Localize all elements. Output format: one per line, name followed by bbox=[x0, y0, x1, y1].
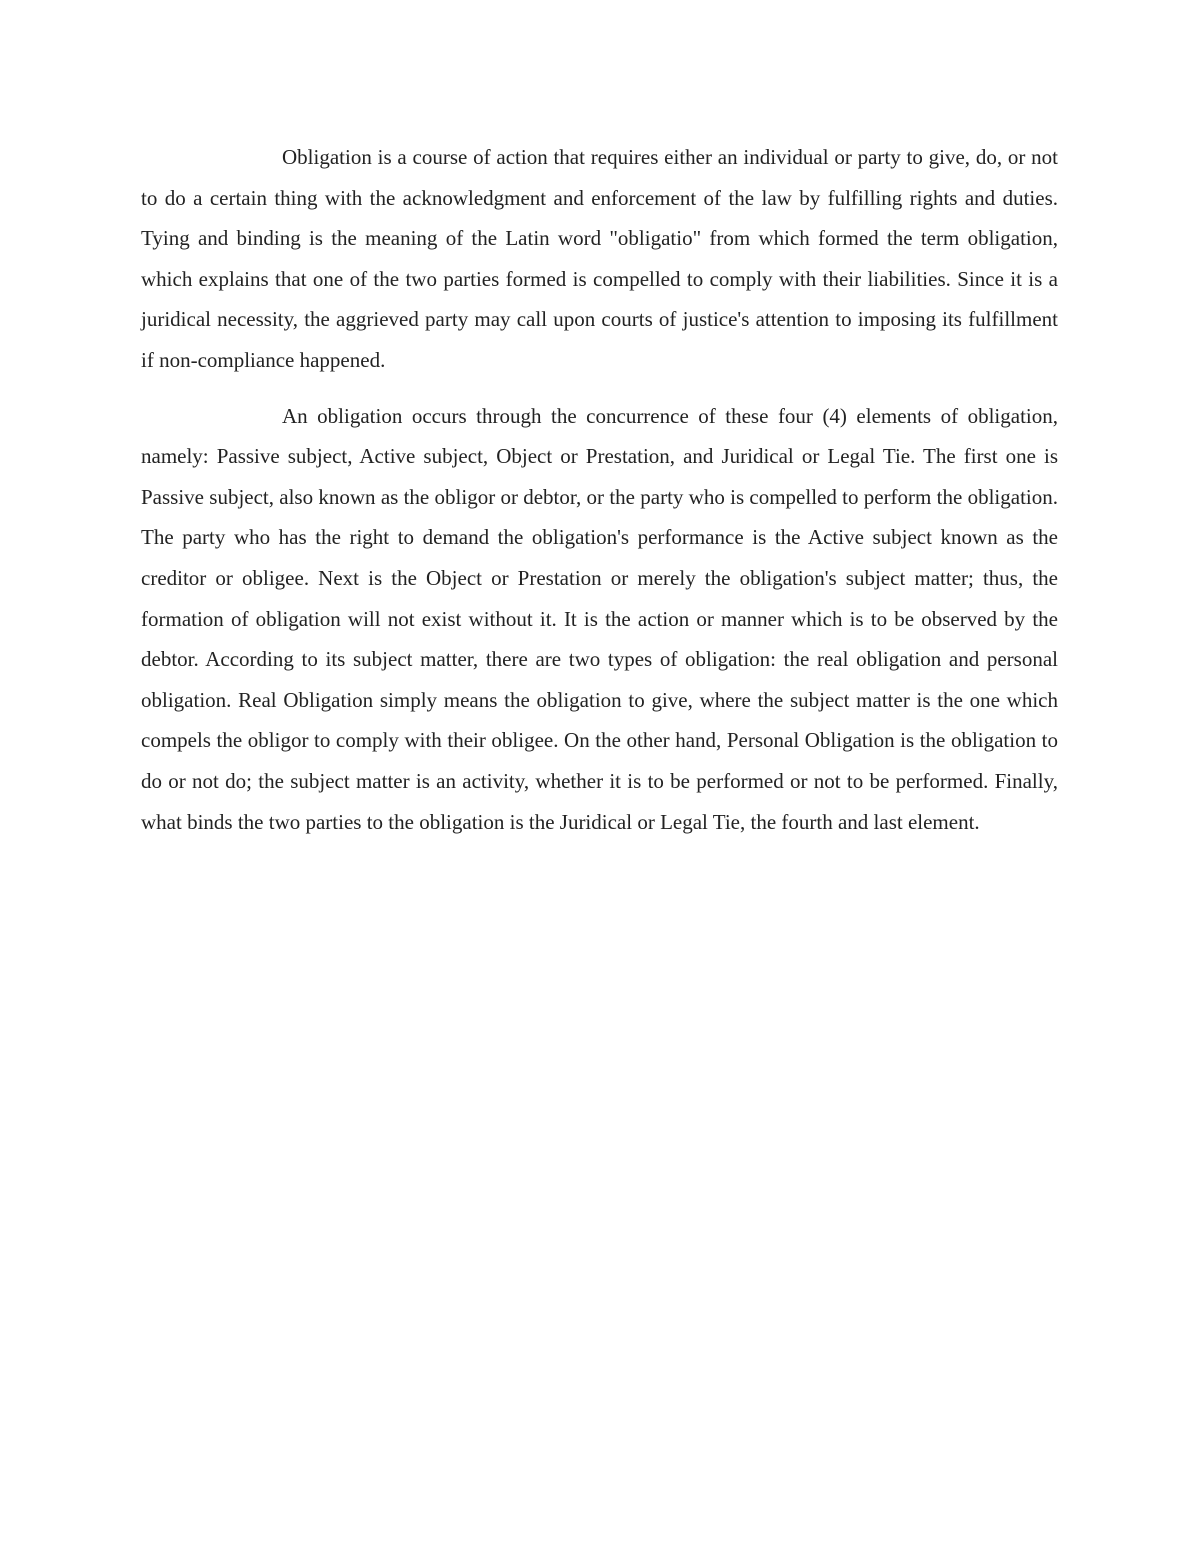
paragraph-obligation-definition: Obligation is a course of action that requires either an individual or party to give, do, or not to do a certain thing with the acknowledgment and enforcement of the law by fulfilling rights and duties. Tying and binding is the meaning of the Latin word "obligatio" from which formed the term obligation, which explains that one of the two parties formed is compelled to comply with their liabilities. Since it is a juridical necessity, the aggrieved party may call upon courts of justice's attention to imposing its fulfillment if non-compliance happened. bbox=[141, 145, 1058, 372]
paragraph-elements-of-obligation: An obligation occurs through the concurrence of these four (4) elements of obligation, namely: Passive subject, Active subject, Object or Prestation, and Juridical or Legal Tie. The first one is Passive subject, also known as the obligor or debtor, or the party who is compelled to perform the obligation. The party who has the right to demand the obligation's performance is the Active subject known as the creditor or obligee. Next is the Object or Prestation or merely the obligation's subject matter; thus, the formation of obligation will not exist without it. It is the action or manner which is to be observed by the debtor. According to its subject matter, there are two types of obligation: the real obligation and personal obligation. Real Obligation simply means the obligation to give, where the subject matter is the one which compels the obligor to comply with their obligee. On the other hand, Personal Obligation is the obligation to do or not do; the subject matter is an activity, whether it is to be performed or not to be performed. Finally, what binds the two parties to the obligation is the Juridical or Legal Tie, the fourth and last element. bbox=[141, 403, 1058, 834]
document-body bbox=[141, 137, 1058, 842]
